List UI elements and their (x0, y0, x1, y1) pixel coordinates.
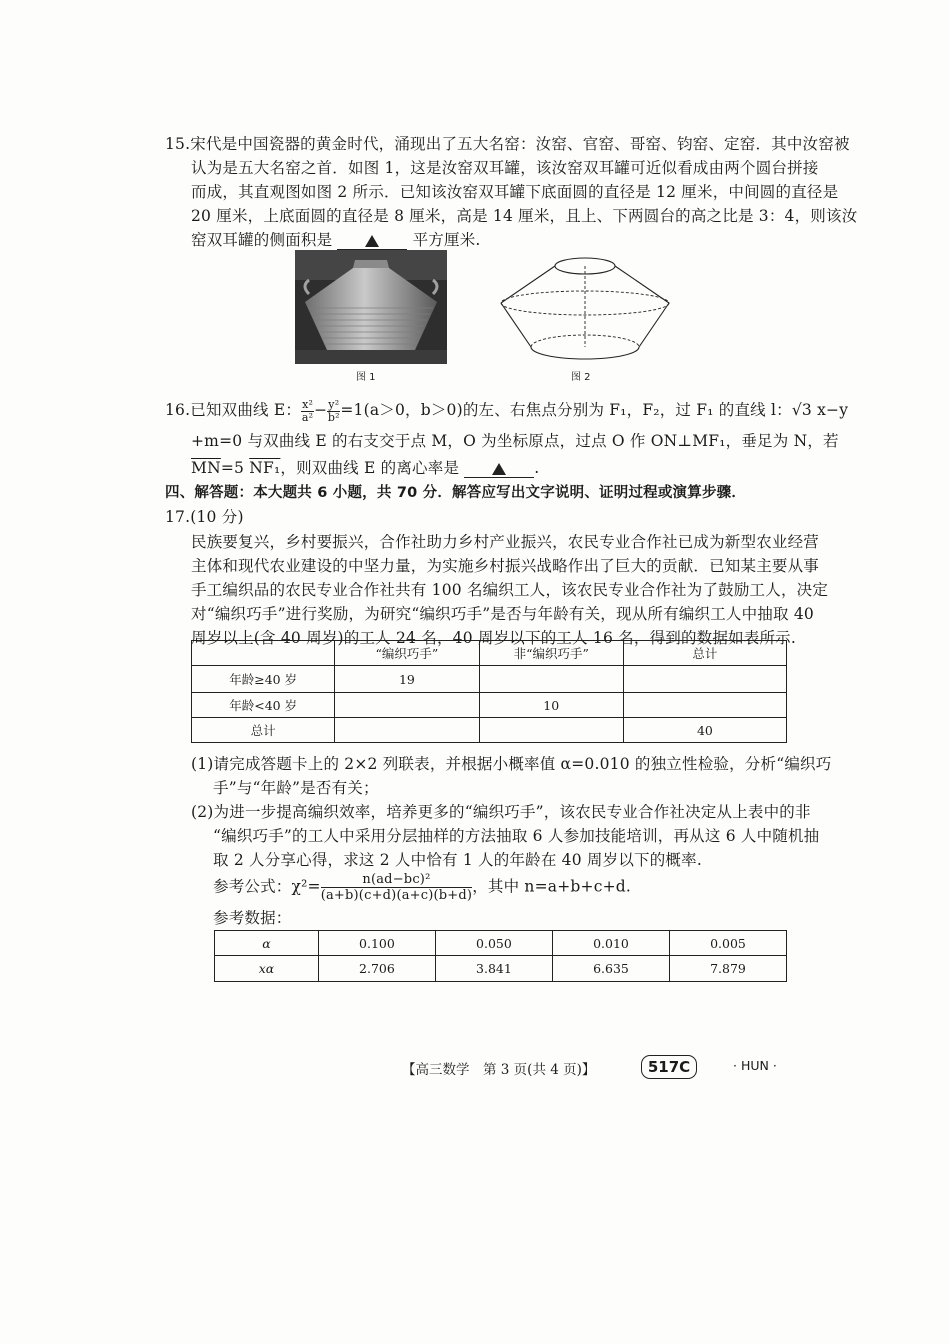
reference-data-label: 参考数据： (213, 909, 292, 927)
table-cell (623, 666, 786, 693)
table-row (192, 718, 787, 743)
formula-tail: ，其中 n=a+b+c+d. (472, 877, 632, 896)
formula-numerator: n(ad−bc)² (321, 872, 473, 888)
frac-num-x2: x² (302, 397, 314, 411)
minus-sign: − (314, 401, 328, 419)
equals-five: =5 (220, 459, 245, 477)
q17-para-3: 手工编织品的农民专业合作社共有 100 名编织工人，该农民专业合作社为了鼓励工人，决定 (191, 581, 829, 599)
table-header-cell: 非“编织巧手” (479, 641, 623, 666)
table-row (192, 693, 787, 718)
q17-para-2: 主体和现代农业建设的中坚力量，为实施乡村振兴战略作出了巨大的贡献．已知某主要从事 (191, 557, 820, 575)
period: . (534, 459, 540, 477)
q17-sub-1-line-1: (1)请完成答题卡上的 2×2 列联表，并根据小概率值 α=0.010 的独立性检验，分析“编织巧 (191, 755, 832, 773)
footer-page-info: 【高三数学 第 3 页(共 4 页)】 (402, 1062, 596, 1078)
table-cell: 年龄≥40 岁 (192, 666, 335, 693)
table-cell (335, 718, 479, 743)
chi-square-fraction (321, 872, 473, 903)
q16-answer-blank (464, 461, 534, 478)
q16-line-1 (165, 398, 848, 424)
q17-sub-1-line-2: 手”与“年龄”是否有关； (213, 779, 379, 797)
table-cell: 6.635 (552, 956, 669, 982)
q17-heading: 17.(10 分) (165, 508, 244, 526)
table-header-cell: 总计 (623, 641, 786, 666)
table-cell: 总计 (192, 718, 335, 743)
table-cell: 0.050 (435, 931, 552, 956)
figure-2-frustum-diagram (495, 253, 675, 365)
table-cell: 10 (479, 693, 623, 718)
frac-num-y2: y² (328, 397, 340, 411)
table-cell (479, 718, 623, 743)
section-4-heading: 四、解答题：本大题共 6 小题，共 70 分．解答应写出文字说明、证明过程或演算步骤． (165, 485, 747, 501)
q17-sub-2-line-1: (2)为进一步提高编织效率，培养更多的“编织巧手”，该农民专业合作社决定从上表中的非 (191, 803, 811, 821)
formula-label: 参考公式：χ²= (213, 877, 321, 896)
table-cell: α (215, 931, 319, 956)
reference-formula (213, 872, 631, 903)
table-header-cell: “编织巧手” (335, 641, 479, 666)
table-cell: 0.005 (669, 931, 786, 956)
table-row (192, 666, 787, 693)
q15-line-5-text: 窑双耳罐的侧面积是 (191, 231, 333, 249)
table-cell: 2.706 (318, 956, 435, 982)
table-cell: xα (215, 956, 319, 982)
vector-nf1: NF₁ (249, 459, 281, 477)
q15-line-4: 20 厘米，上底面圆的直径是 8 厘米，高是 14 厘米，且上、下两圆台的高之比是 3：4，则该汝 (191, 207, 858, 225)
q16-intro: 16.已知双曲线 E： (165, 401, 302, 419)
region-label: · HUN · (733, 1058, 777, 1073)
q16-rest: =1(a＞0，b＞0)的左、右焦点分别为 F₁，F₂，过 F₁ 的直线 l：√3 x−y (340, 401, 849, 419)
q17-para-4: 对“编织巧手”进行奖励，为研究“编织巧手”是否与年龄有关，现从所有编织工人中抽取 40 (191, 605, 814, 623)
table-cell: 19 (335, 666, 479, 693)
frac-den-b2: b² (327, 410, 340, 424)
table-row (215, 956, 787, 982)
table-cell: 0.010 (552, 931, 669, 956)
table-cell: 40 (623, 718, 786, 743)
q17-sub-2-line-3: 取 2 人分享心得，求这 2 人中恰有 1 人的年龄在 40 周岁以下的概率. (213, 851, 702, 869)
triangle-marker-icon (492, 463, 506, 475)
contingency-table (191, 640, 787, 743)
table-row (215, 931, 787, 956)
q15-line-1: 15.宋代是中国瓷器的黄金时代，涌现出了五大名窑：汝窑、官窑、哥窑、钧窑、定窑．其中汝窑被 (165, 135, 850, 153)
q15-answer-blank (337, 233, 407, 250)
q16-fraction-x (301, 399, 314, 424)
vector-mn: $\overline{MN}$ (191, 459, 221, 477)
q17-para-5: 周岁以上(含 40 周岁)的工人 24 名，40 周岁以下的工人 16 名，得到的数据如表所示. (191, 629, 797, 647)
table-header-row (192, 641, 787, 666)
q17-para-1: 民族要复兴，乡村要振兴，合作社助力乡村产业振兴，农民专业合作社已成为新型农业经营 (191, 533, 820, 551)
table-cell (623, 693, 786, 718)
table-cell (479, 666, 623, 693)
q16-line-3 (191, 456, 539, 478)
table-cell: 年龄<40 岁 (192, 693, 335, 718)
q15-line-2: 认为是五大名窑之首．如图 1，这是汝窑双耳罐，该汝窑双耳罐可近似看成由两个圆台拼接 (191, 159, 819, 177)
formula-denominator: (a+b)(c+d)(a+c)(b+d) (320, 888, 473, 903)
frac-den-a2: a² (301, 410, 314, 424)
figure-1-caption: 图 1 (356, 372, 376, 383)
figure-1-jar-photo (295, 250, 447, 364)
q16-question-text: ，则双曲线 E 的离心率是 (280, 459, 460, 477)
q15-line-5-unit: 平方厘米. (412, 231, 481, 249)
q15-line-3: 而成，其直观图如图 2 所示．已知该汝窑双耳罐下底面圆的直径是 12 厘米，中间圆的直径是 (191, 183, 839, 201)
exam-code-badge: 517C (641, 1055, 697, 1079)
triangle-marker-icon (365, 235, 379, 247)
table-cell: 0.100 (318, 931, 435, 956)
reference-data-table (214, 930, 787, 982)
q16-fraction-y (327, 399, 340, 424)
figure-2-caption: 图 2 (571, 372, 591, 383)
table-header-cell (192, 641, 335, 666)
q15-line-5 (191, 228, 481, 250)
table-cell: 3.841 (435, 956, 552, 982)
q16-line-2: +m=0 与双曲线 E 的右支交于点 M，O 为坐标原点，过点 O 作 ON⊥MF₁，垂足为 N，若 (191, 432, 839, 450)
table-cell: 7.879 (669, 956, 786, 982)
q17-sub-2-line-2: “编织巧手”的工人中采用分层抽样的方法抽取 6 人参加技能培训，再从这 6 人中随机抽 (213, 827, 820, 845)
table-cell (335, 693, 479, 718)
